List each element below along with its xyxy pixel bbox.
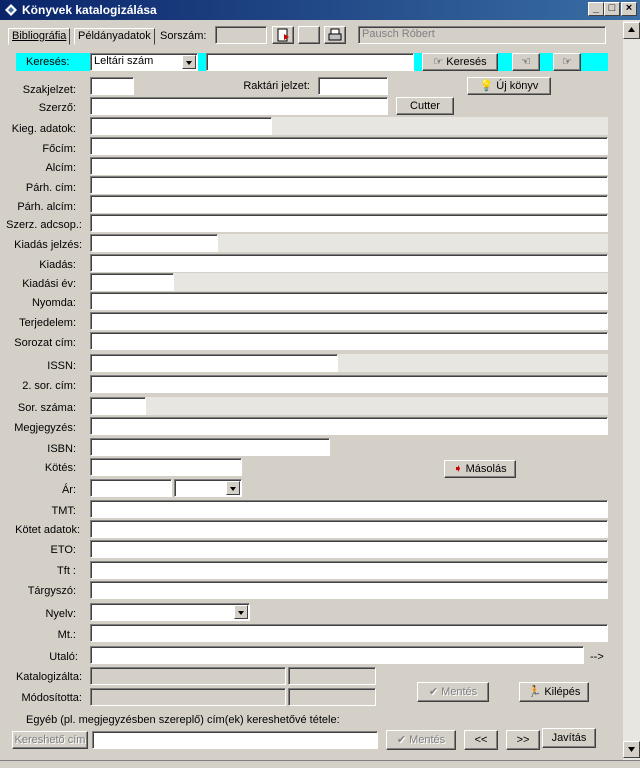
terjedelem-label: Terjedelem: [19,317,76,329]
katalogizalta-user-field [90,667,286,685]
kieg-field[interactable] [90,117,272,135]
new-doc-button[interactable] [272,26,294,44]
app-icon [5,4,17,16]
focim-label: Főcím: [42,143,76,155]
scroll-up-button[interactable] [623,22,640,39]
parh-alcim-field[interactable] [90,195,608,213]
cutter-button[interactable]: Cutter [396,97,454,115]
printer-icon [328,28,342,42]
parh-cim-label: Párh. cím: [25,182,76,194]
hand-point-icon: ☞ [433,56,444,69]
szerz-adcsop-field[interactable] [90,214,608,232]
prev-button[interactable]: << [464,730,498,750]
mt-label: Mt.: [57,629,76,641]
checkmark-icon: ✔ [428,686,439,699]
szakjelzet-field[interactable] [90,77,134,95]
search-button[interactable]: ☞ Keresés [422,53,498,71]
mentes2-button[interactable]: ✔ Mentés [386,730,456,750]
kieg-strip [272,117,608,135]
kiadasi-ev-strip [174,273,608,291]
chevron-down-icon[interactable] [234,605,248,619]
utalo-field[interactable] [90,646,584,664]
chevron-down-icon[interactable] [182,55,196,69]
eto-label: ETO: [50,544,76,556]
arrow-up-icon [624,23,639,38]
nyomda-field[interactable] [90,292,608,310]
sorozat-cim-field[interactable] [90,332,608,350]
hand-left-icon: ☜ [521,56,531,68]
kiadasi-ev-field[interactable] [90,273,174,291]
scroll-down-button[interactable] [623,741,640,758]
parh-cim-field[interactable] [90,176,608,194]
kiadas-label: Kiadás: [39,259,76,271]
nyelv-select[interactable] [90,603,250,621]
search-field-select-value: Leltári szám [94,55,154,67]
tft-label: Tft : [57,565,76,577]
kotet-adatok-field[interactable] [90,520,608,538]
mentes-button[interactable]: ✔ Mentés [417,682,489,702]
kiadas-jelzes-field[interactable] [90,234,218,252]
maximize-button[interactable]: □ [604,2,620,16]
kieg-label: Kieg. adatok: [11,123,76,135]
sor-szama-label: Sor. száma: [17,402,76,414]
megjegyzes-field[interactable] [90,417,608,435]
tab-peldanyadatok[interactable]: Példányadatok [74,28,155,45]
issn-strip [338,354,608,372]
user-name-field: Pausch Róbert [358,26,606,44]
modositotta-user-field [90,688,286,706]
szakjelzet-label: Szakjelzet: [22,84,76,96]
bottom-edge [0,760,640,768]
sor2-cim-label: 2. sor. cím: [22,380,76,392]
kereseto-cim-field[interactable] [92,731,378,749]
next-record-button[interactable] [553,53,581,71]
title-bar [0,0,640,20]
raktari-field[interactable] [318,77,388,95]
kotes-field[interactable] [90,458,242,476]
ar-field[interactable] [90,479,172,497]
isbn-field[interactable] [90,438,330,456]
vertical-scrollbar[interactable] [623,20,640,760]
tft-field[interactable] [90,561,608,579]
window-title: Könyvek katalogizálása [22,3,157,17]
utalo-arrow: --> [590,651,604,663]
running-man-icon: 🏃 [527,686,542,699]
katalogizalta-date-field [288,667,376,685]
isbn-label: ISBN: [47,443,76,455]
issn-label: ISSN: [47,360,76,372]
close-button[interactable]: × [621,2,637,16]
next-button[interactable]: >> [506,730,540,750]
tmt-field[interactable] [90,500,608,518]
modositotta-label: Módosította: [21,692,82,704]
focim-field[interactable] [90,137,608,155]
nyelv-label: Nyelv: [45,608,76,620]
kiadas-jelzes-strip [218,234,608,252]
kiadasi-ev-label: Kiadási év: [22,278,76,290]
modositotta-date-field [288,688,376,706]
terjedelem-field[interactable] [90,312,608,330]
search-label: Keresés: [26,56,70,68]
szerzo-field[interactable] [90,97,388,115]
megjegyzes-label: Megjegyzés: [14,422,76,434]
ar-label: Ár: [61,484,76,496]
egyeb-text: Egyéb (pl. megjegyzésben szereplő) cím(ek) kereshetővé tétele: [26,714,340,726]
sor-szama-strip [146,397,608,415]
nyomda-label: Nyomda: [31,297,76,309]
kotes-label: Kötés: [44,462,76,474]
chevron-down-icon[interactable] [226,481,240,495]
arrow-down-icon [624,742,639,757]
targyszo-label: Tárgyszó: [27,585,76,597]
copy-icon: ➧ [453,463,463,476]
new-document-icon [276,28,290,42]
sorszam-label: Sorszám: [160,30,207,42]
prev-record-button[interactable] [512,53,540,71]
kotet-adatok-label: Kötet adatok: [15,524,80,536]
kilepes-button[interactable]: 🏃 Kilépés [519,682,589,702]
kereseto-cim-button[interactable]: Kereshető cím [12,731,88,749]
targyszo-field[interactable] [90,581,608,599]
mt-field[interactable] [90,624,608,642]
hand-right-icon: ☞ [562,56,572,68]
blank-button[interactable] [298,26,320,44]
szerz-adcsop-label: Szerz. adcsop.: [6,219,82,231]
sorszam-field[interactable] [215,26,267,44]
tab-bibliografia[interactable]: Bibliográfia [8,28,70,45]
sor-szama-field[interactable] [90,397,146,415]
raktari-label: Raktári jelzet: [243,80,310,92]
minimize-button[interactable]: _ [588,2,604,16]
katalogizalta-label: Katalogizálta: [15,671,82,683]
utalo-label: Utaló: [49,651,78,663]
sor2-cim-field[interactable] [90,375,608,393]
szerzo-label: Szerző: [38,102,76,114]
search-field-select[interactable] [90,53,198,71]
checkmark-icon: ✔ [396,734,407,747]
uj-konyv-button[interactable]: 💡 Új könyv [467,77,551,95]
tmt-label: TMT: [51,505,76,517]
javitas-button[interactable]: Javítás [542,728,596,748]
parh-alcim-label: Párh. alcím: [17,201,76,213]
issn-field[interactable] [90,354,338,372]
kiadas-field[interactable] [90,254,608,272]
alcim-field[interactable] [90,157,608,175]
lightbulb-icon: 💡 [479,80,494,93]
alcim-label: Alcím: [45,162,76,174]
search-input[interactable] [206,53,414,71]
currency-select[interactable] [174,479,242,497]
sorozat-cim-label: Sorozat cím: [14,337,76,349]
masolas-button[interactable]: ➧ Másolás [444,460,516,478]
kiadas-jelzes-label: Kiadás jelzés: [14,239,82,251]
print-button[interactable] [324,26,346,44]
eto-field[interactable] [90,540,608,558]
